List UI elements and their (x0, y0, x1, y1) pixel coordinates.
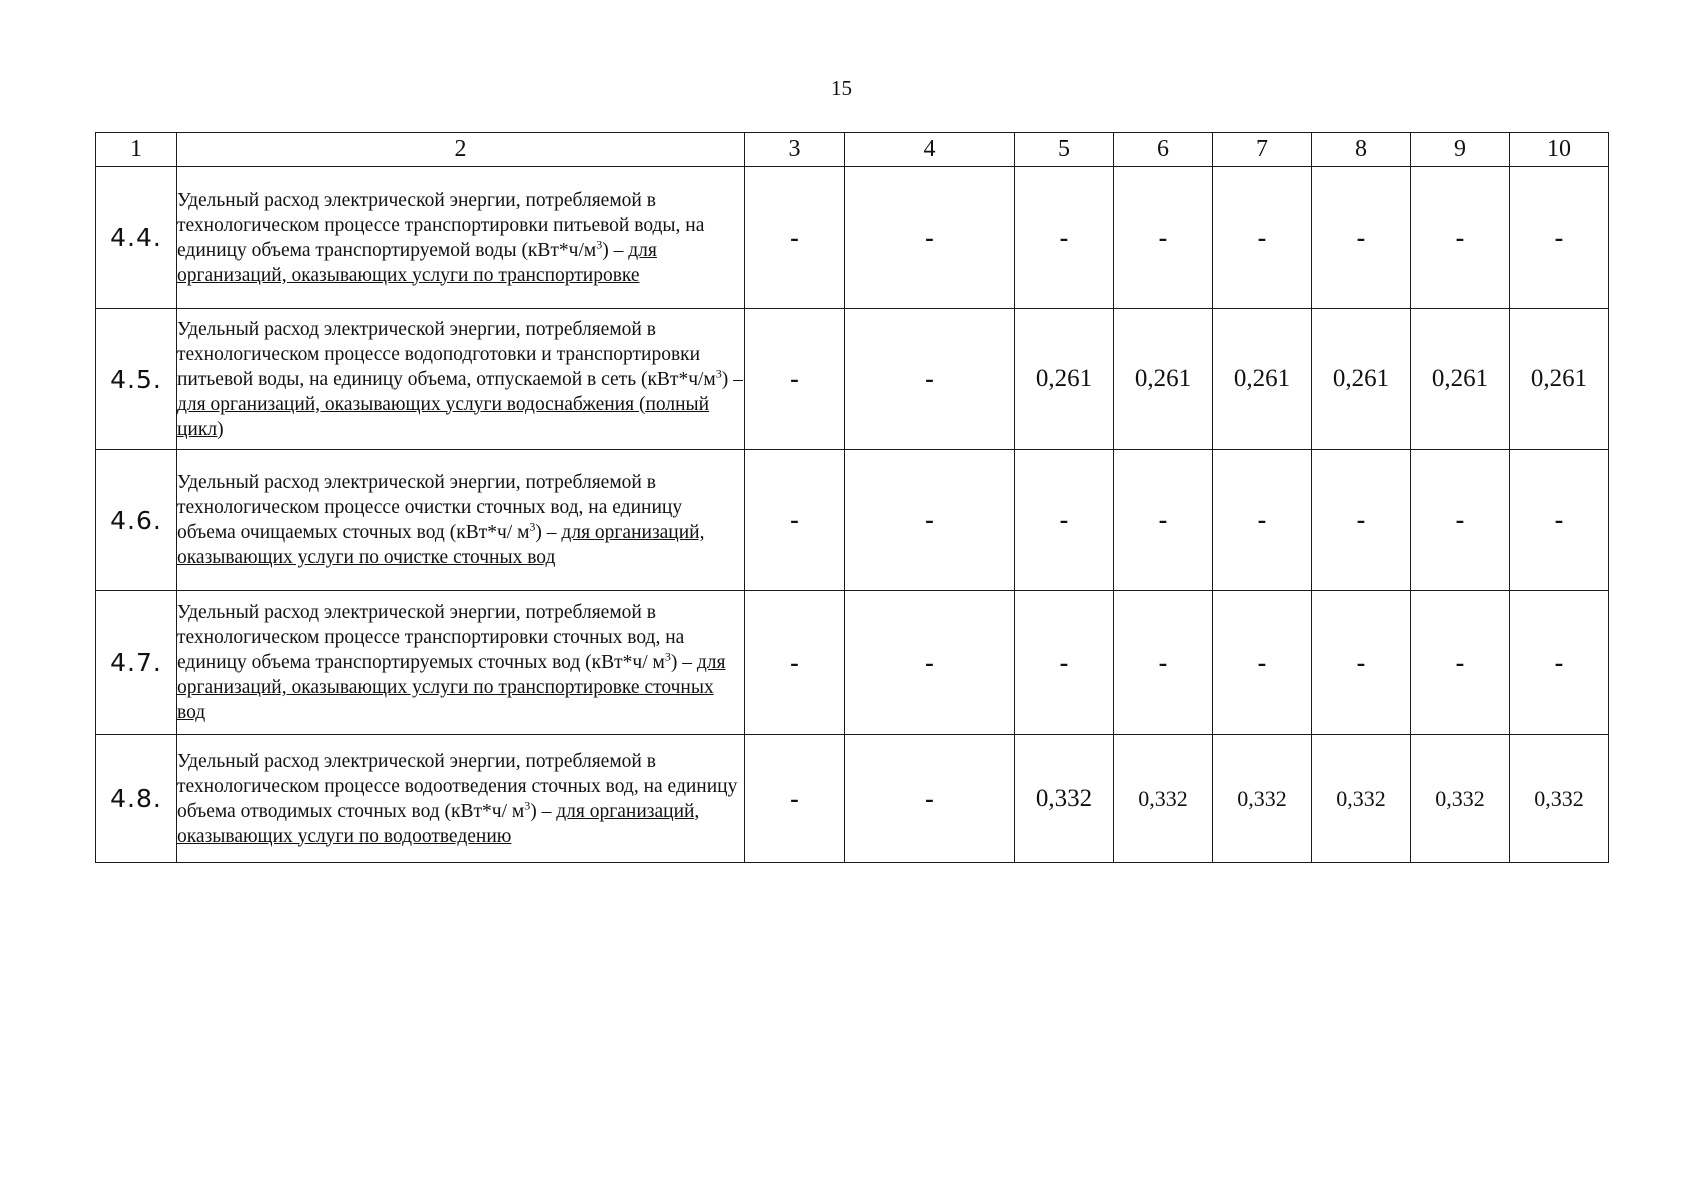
value-cell: - (1015, 167, 1114, 309)
description-dash: ) – (670, 652, 697, 673)
value-cell: 0,261 (1510, 309, 1609, 450)
row-description (177, 735, 745, 863)
row-number: 4.4. (96, 167, 177, 309)
value-cell: 0,261 (1411, 309, 1510, 450)
column-header: 2 (177, 133, 745, 167)
value-cell: 0,332 (1312, 735, 1411, 863)
value-cell: - (1213, 167, 1312, 309)
row-description (177, 591, 745, 735)
value-cell: 0,332 (1411, 735, 1510, 863)
value-cell: - (745, 167, 845, 309)
header-row (96, 133, 1609, 167)
value-cell: - (1510, 591, 1609, 735)
description-dash: ) – (535, 522, 562, 543)
description-scope: для организаций, оказывающих услуги по транспортировке сточных вод (177, 652, 726, 723)
value-cell: - (1213, 591, 1312, 735)
row-description (177, 309, 745, 450)
description-text: Удельный расход электрической энергии, потребляемой в технологическом процессе очистки сточных вод, на единицу объема очищаемых сточных вод (кВт*ч/ м (177, 472, 683, 543)
description-text: Удельный расход электрической энергии, потребляемой в технологическом процессе транспортировки сточных вод, на единицу объема транспортируемых сточных вод (кВт*ч/ м (177, 602, 685, 673)
value-cell: - (845, 591, 1015, 735)
description-text: Удельный расход электрической энергии, потребляемой в технологическом процессе водоподготовки и транспортировки питьевой воды, на единицу объема, отпускаемой в сеть (кВт*ч/м (177, 318, 716, 390)
value-cell: 0,261 (1015, 309, 1114, 450)
value-cell: 0,332 (1114, 735, 1213, 863)
value-cell: - (1312, 450, 1411, 591)
row-description (177, 167, 745, 309)
description-scope: для организаций, оказывающих услуги по водоотведению (177, 800, 700, 847)
value-cell: 0,332 (1510, 735, 1609, 863)
description-scope: для организаций, оказывающих услуги по очистке сточных вод (177, 522, 705, 568)
table-row (96, 735, 1609, 863)
row-number: 4.5. (96, 309, 177, 450)
value-cell: - (845, 167, 1015, 309)
column-header: 10 (1510, 133, 1609, 167)
description-text: Удельный расход электрической энергии, потребляемой в технологическом процессе транспортировки питьевой воды, на единицу объема транспортируемой воды (кВт*ч/м (177, 189, 705, 261)
value-cell: 0,261 (1114, 309, 1213, 450)
row-number: 4.6. (96, 450, 177, 591)
superscript: 3 (715, 366, 722, 380)
value-cell: - (1015, 591, 1114, 735)
value-cell: - (1312, 591, 1411, 735)
page-number: 15 (831, 76, 852, 100)
description-scope: для организаций, оказывающих услуги водоснабжения (полный цикл) (177, 393, 710, 440)
value-cell: 0,261 (1312, 309, 1411, 450)
table-row (96, 167, 1609, 309)
value-cell: - (1015, 450, 1114, 591)
description-dash: ) – (530, 800, 557, 822)
value-cell: - (845, 735, 1015, 863)
column-header: 7 (1213, 133, 1312, 167)
superscript: 3 (596, 237, 603, 251)
description-dash: ) – (602, 239, 629, 261)
value-cell: - (745, 591, 845, 735)
value-cell: - (745, 309, 845, 450)
value-cell: - (1114, 167, 1213, 309)
value-cell: - (745, 735, 845, 863)
value-cell: - (1411, 450, 1510, 591)
value-cell: - (1510, 450, 1609, 591)
value-cell: - (845, 450, 1015, 591)
table-row (96, 450, 1609, 591)
row-number: 4.7. (96, 591, 177, 735)
value-cell: 0,332 (1213, 735, 1312, 863)
value-cell: - (1510, 167, 1609, 309)
value-cell: - (1312, 167, 1411, 309)
value-cell: - (1114, 450, 1213, 591)
value-cell: - (1213, 450, 1312, 591)
value-cell: - (745, 450, 845, 591)
column-header: 8 (1312, 133, 1411, 167)
row-description (177, 450, 745, 591)
description-scope: для организаций, оказывающих услуги по транспортировке (177, 239, 657, 286)
value-cell: - (845, 309, 1015, 450)
value-cell: - (1411, 167, 1510, 309)
value-cell: - (1411, 591, 1510, 735)
value-cell: - (1114, 591, 1213, 735)
value-cell: 0,332 (1015, 735, 1114, 863)
column-header: 3 (745, 133, 845, 167)
indicator-table (95, 132, 1609, 863)
column-header: 4 (845, 133, 1015, 167)
column-header: 5 (1015, 133, 1114, 167)
superscript: 3 (524, 798, 531, 812)
column-header: 6 (1114, 133, 1213, 167)
row-number: 4.8. (96, 735, 177, 863)
value-cell: 0,261 (1213, 309, 1312, 450)
superscript: 3 (664, 649, 671, 664)
column-header: 9 (1411, 133, 1510, 167)
table-row (96, 309, 1609, 450)
superscript: 3 (529, 519, 536, 534)
column-header: 1 (96, 133, 177, 167)
table-row (96, 591, 1609, 735)
description-dash: ) – (721, 368, 743, 390)
description-text: Удельный расход электрической энергии, потребляемой в технологическом процессе водоотведения сточных вод, на единицу объема отводимых сточных вод (кВт*ч/ м (177, 750, 738, 822)
